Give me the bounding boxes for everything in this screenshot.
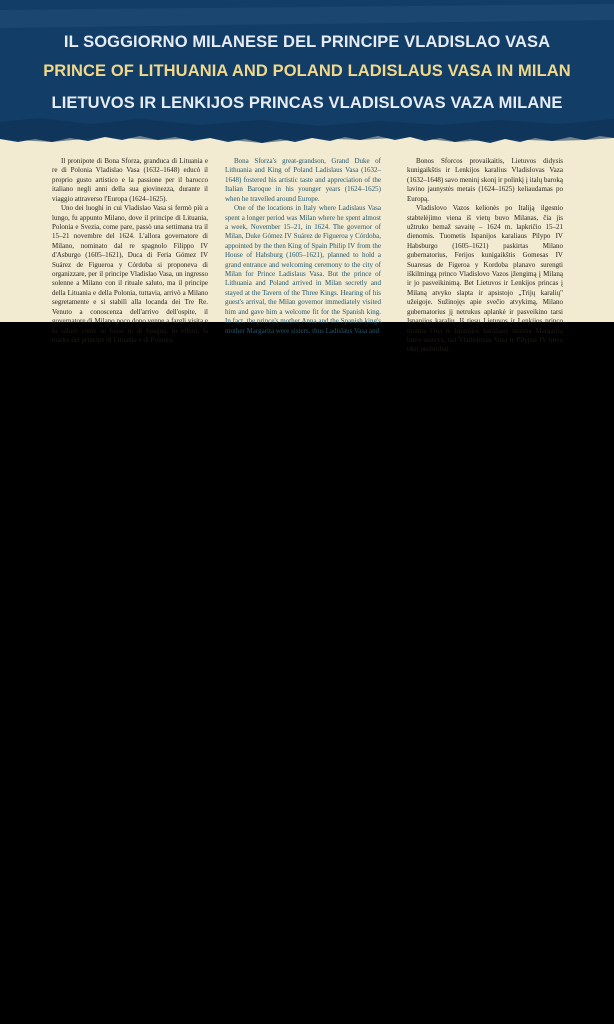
title-english: PRINCE OF LITHUANIA AND POLAND LADISLAUS VASA IN MILAN [43, 62, 571, 80]
lithuanian-paragraph-1: Bonos Sforcos provaikaitis, Lietuvos didysis kunigaikštis ir Lenkijos karalius Vladislovas Vaza (1632–1648) savo meninį skonį ir polinkį į italų baroką lavino jaunystės metais (1624–1625) keliaudamas po Europą. [407, 157, 563, 203]
english-paragraph-1: Bona Sforza's great-grandson, Grand Duke of Lithuania and King of Poland Ladislaus Vasa (1632–1648) fostered his artistic taste and appreciation of the Italian Baroque in his younger years (1624–1625) when he travelled around Europe. [225, 157, 381, 203]
italian-paragraph-2: Uno dei luoghi in cui Vladislao Vasa si fermò più a lungo, fu appunto Milano, dove il principe di Lituania, Polonia e Svezia, come pare, passò una settimana tra il 15–21 novembre del 1624. L'allora governatore di Milano, nominato dal re spagnolo Filippo IV d'Asburgo (1605–1621), Duca di Feria Gómez IV Suárez de Figueroa y Córdoba si proponeva di organizzare, per il principe Vladislao Vasa, un ingresso solenne a Milano con il rituale saluto, ma il principe della Lituania e della Polonia, tuttavia, arrivò a Milano segretamente e si stabilì alla locanda dei Tre Re. Venuto a conoscenza dell'arrivo dell'ospite, il governatore di Milano poco dopo venne a fargli visita e lo salutò come se fosse re di Spagna. In effetti, la madre del principe di Lituania e di Polonia, [52, 204, 208, 345]
document-page [0, 0, 614, 354]
title-italian: IL SOGGIORNO MILANESE DEL PRINCIPE VLADISLAO VASA [63, 33, 551, 51]
english-text-column [225, 157, 381, 335]
english-paragraph-2: One of the locations in Italy where Ladislaus Vasa spent a longer period was Milan where he spent almost a week, November 15–21, in 1624. The governor of Milan, Duke Gómez IV Suárez de Figueroa y Córdoba, appointed by the then King of Spain Philip IV from the House of Habsburg (1605–1621), planned to hold a grand entrance and welcoming ceremony to the city of Milan for Prince Ladislaus Vasa. But the prince of Lithuania and Poland arrived in Milan secretly and stayed at the Tavern of the Three Kings. Hearing of his guest's arrival, the Milan governor immediately visited him and gave him a welcome fit for the Spanish king. In fact, the prince's mother Anna and the Spanish king's mother Margarita were sisters, thus Ladislaus Vasa and [225, 204, 381, 335]
italian-text-column [52, 157, 208, 345]
lithuanian-paragraph-2: Vladislovo Vazos kelionės po Italiją ilgesnio stabtelėjimo viena iš vietų buvo Milanas, čia jis užtruko bemaž savaitę – 1624 m. lapkričio 15–21 dienomis. Tuometis Ispanijos karaliaus Pilypo IV Habsburgo (1605–1621) paskirtas Milano gubernatorius, Ferijos kunigaikštis Gomesas IV Suaresas de Figeroa y Kordoba planavo surengti iškilmingą princo Vladislovo Vazos įžengimą į Milaną ir jo pasveikinimą. Bet Lietuvos ir Lenkijos princas į Milaną atvyko slapta ir apsistojo „Trijų karalių" užeigoje. Sužinojęs apie svečio atvykimą, Milano gubernatorius jį netrukus aplankė ir pasveikino tarsi Ispanijos karalių. Iš tiesų Lietuvos ir Lenkijos princo motina Ona ir Ispanijos karaliaus motina Margarita buvo seserys, tad Vladislovas Vaza ir Pilypas IV buvo tikri pusbroliai. [407, 204, 563, 354]
italian-paragraph-1: Il pronipote di Bona Sforza, granduca di Lituania e re di Polonia Vladislao Vasa (1632–1648) educò il proprio gusto artistico e la passione per il barocco italiano negli anni della sua giovinezza, durante il viaggio attraverso l'Europa (1624–1625). [52, 157, 208, 203]
title-banner [0, 0, 614, 152]
title-lithuanian: LIETUVOS IR LENKIJOS PRINCAS VLADISLOVAS VAZA MILANE [51, 94, 563, 112]
lithuanian-text-column [407, 157, 563, 354]
